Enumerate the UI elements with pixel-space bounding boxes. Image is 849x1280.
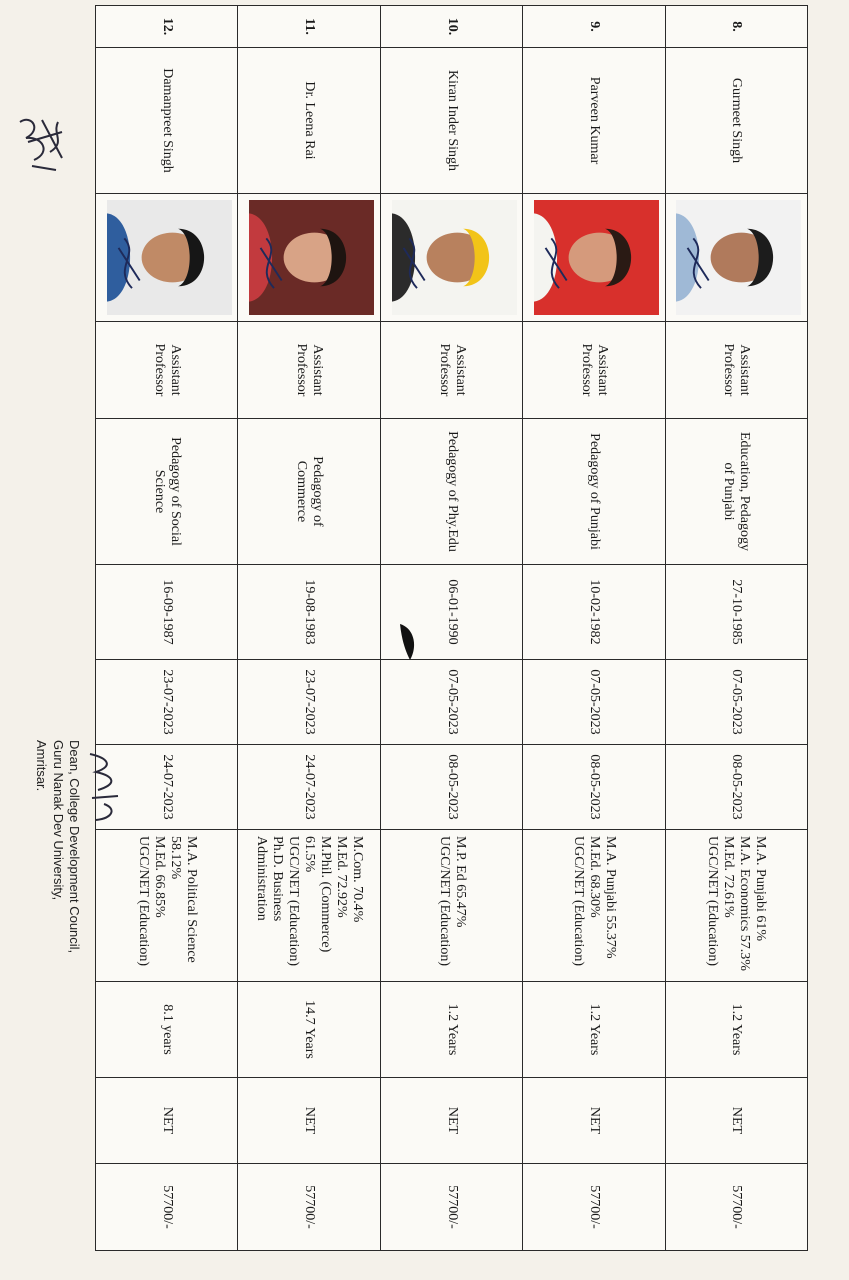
no-cell: 9. xyxy=(523,6,665,48)
pay-cell: 57700/- xyxy=(238,1164,380,1251)
date2-cell: 23-07-2023 xyxy=(238,660,380,745)
experience-cell: 14.7 Years xyxy=(238,982,380,1078)
qualification-line: UGC/NET (Education) xyxy=(570,836,586,966)
dob-cell: 06-01-1990 xyxy=(380,565,522,660)
subject-cell: Pedagogy of Phy.Edu xyxy=(380,419,522,565)
dob-cell: 19-08-1983 xyxy=(238,565,380,660)
name-cell: Gurmeet Singh xyxy=(665,48,807,194)
staff-photo xyxy=(249,200,374,315)
photo-cell xyxy=(523,194,665,322)
qualification-line: UGC/NET (Education) xyxy=(286,836,302,966)
pay-cell: 57700/- xyxy=(523,1164,665,1251)
name-cell: Kiran Inder Singh xyxy=(380,48,522,194)
qualifications-cell xyxy=(665,830,807,982)
photo-cell xyxy=(96,194,238,322)
eligibility-cell: NET xyxy=(665,1078,807,1164)
staff-photo xyxy=(534,200,659,315)
footer-line-2: Guru Nanak Dev University, xyxy=(50,740,66,901)
qualification-line: UGC/NET (Education) xyxy=(135,836,151,966)
subject-cell: Pedagogy of Punjabi xyxy=(523,419,665,565)
date2-cell: 23-07-2023 xyxy=(96,660,238,745)
qualification-line: UGC/NET (Education) xyxy=(705,836,721,966)
date2-cell: 07-05-2023 xyxy=(380,660,522,745)
footer-line-1: Dean, College Development Council, xyxy=(67,740,82,954)
no-cell: 11. xyxy=(238,6,380,48)
name-cell: Dr. Leena Rai xyxy=(238,48,380,194)
no-cell: 8. xyxy=(665,6,807,48)
qualification-line: M.A. Political Science xyxy=(183,836,199,963)
designation-cell: Assistant Professor xyxy=(665,322,807,419)
photo-cell xyxy=(665,194,807,322)
table-row xyxy=(523,6,665,1251)
dean-address-note xyxy=(33,740,82,953)
dean-signature xyxy=(84,748,126,826)
subject-cell: Pedagogy of Commerce xyxy=(238,419,380,565)
photo-cell xyxy=(380,194,522,322)
table-row xyxy=(665,6,807,1251)
qualification-line: M.Com. 70.4% xyxy=(350,836,366,923)
qualification-line: 61.5% xyxy=(302,836,318,873)
qualification-line: M.Ed. 68.30% xyxy=(586,836,602,918)
experience-cell: 8.1 years xyxy=(96,982,238,1078)
staff-photo xyxy=(392,200,517,315)
designation-cell: Assistant Professor xyxy=(380,322,522,419)
qualification-line: M.Ed. 72.61% xyxy=(721,836,737,918)
dob-cell: 10-02-1982 xyxy=(523,565,665,660)
qualification-line: M.Ed. 72.92% xyxy=(334,836,350,918)
qualification-line: M.P. Ed 65.47% xyxy=(452,836,468,928)
no-cell: 12. xyxy=(96,6,238,48)
qualification-line: M.Phil. (Commerce) xyxy=(318,836,334,953)
table-row xyxy=(96,6,238,1251)
footer-line-3: Amritsar. xyxy=(34,740,50,792)
dob-cell: 27-10-1985 xyxy=(665,565,807,660)
dob-cell: 16-09-1987 xyxy=(96,565,238,660)
initials-mark xyxy=(12,112,74,174)
name-cell: Damanpreet Singh xyxy=(96,48,238,194)
qualifications-cell xyxy=(238,830,380,982)
qualifications-cell xyxy=(380,830,522,982)
qualification-line: UGC/NET (Education) xyxy=(436,836,452,966)
date3-cell: 08-05-2023 xyxy=(523,745,665,830)
staff-photo xyxy=(107,200,232,315)
staff-table xyxy=(95,5,808,1251)
date2-cell: 07-05-2023 xyxy=(523,660,665,745)
designation-cell: Assistant Professor xyxy=(523,322,665,419)
ink-blot xyxy=(396,622,420,662)
date3-cell: 08-05-2023 xyxy=(380,745,522,830)
eligibility-cell: NET xyxy=(238,1078,380,1164)
experience-cell: 1.2 Years xyxy=(380,982,522,1078)
eligibility-cell: NET xyxy=(380,1078,522,1164)
date3-cell: 24-07-2023 xyxy=(238,745,380,830)
qualifications-cell xyxy=(523,830,665,982)
qualification-line: M.A. Punjabi 61% xyxy=(753,836,769,941)
pay-cell: 57700/- xyxy=(96,1164,238,1251)
qualification-line: M.A. Punjabi 55.37% xyxy=(603,836,619,959)
date2-cell: 07-05-2023 xyxy=(665,660,807,745)
designation-cell: Assistant Professor xyxy=(238,322,380,419)
staff-photo xyxy=(676,200,801,315)
name-cell: Parveen Kumar xyxy=(523,48,665,194)
qualification-line: M.A. Economics 57.3% xyxy=(737,836,753,971)
date3-cell: 08-05-2023 xyxy=(665,745,807,830)
pay-cell: 57700/- xyxy=(665,1164,807,1251)
subject-cell: Education, Pedagogy of Punjabi xyxy=(665,419,807,565)
subject-cell: Pedagogy of Social Science xyxy=(96,419,238,565)
qualification-line: 58.12% xyxy=(167,836,183,880)
staff-table-sheet xyxy=(96,5,808,1250)
no-cell: 10. xyxy=(380,6,522,48)
eligibility-cell: NET xyxy=(96,1078,238,1164)
eligibility-cell: NET xyxy=(523,1078,665,1164)
qualification-line: M.Ed. 66.85% xyxy=(151,836,167,918)
table-row xyxy=(238,6,380,1251)
experience-cell: 1.2 Years xyxy=(665,982,807,1078)
pay-cell: 57700/- xyxy=(380,1164,522,1251)
photo-cell xyxy=(238,194,380,322)
qualification-line: Administration xyxy=(253,836,269,921)
date3-cell: 24-07-2023 xyxy=(96,745,238,830)
experience-cell: 1.2 Years xyxy=(523,982,665,1078)
designation-cell: Assistant Professor xyxy=(96,322,238,419)
qualification-line: Ph.D. Business xyxy=(270,836,285,922)
qualifications-cell xyxy=(96,830,238,982)
